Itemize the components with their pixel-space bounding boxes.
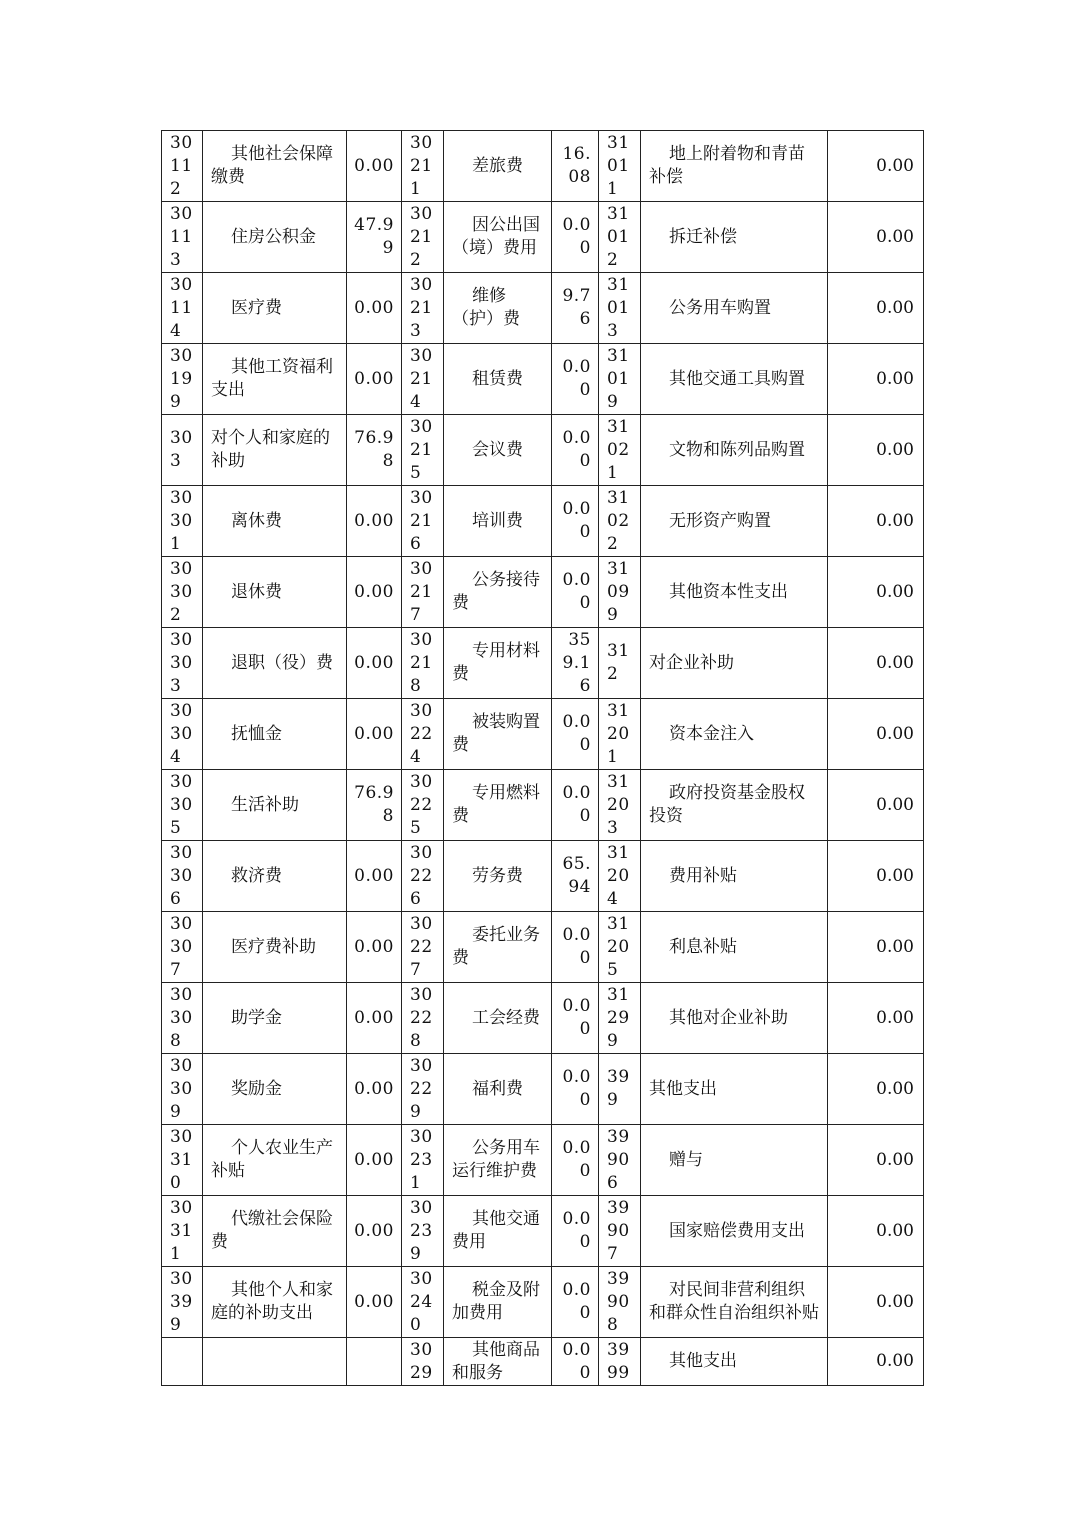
code-cell: 30240 [402,1267,444,1338]
item-name-cell: 其他交通工具购置 [641,344,828,415]
code-cell: 31013 [599,273,641,344]
amount-cell: 0.00 [552,912,599,983]
table-row [162,1338,924,1386]
amount-cell [347,1338,402,1386]
amount-cell: 0.00 [552,1196,599,1267]
table-row [162,273,924,344]
amount-cell: 0.00 [552,983,599,1054]
code-cell: 30224 [402,699,444,770]
code-cell: 30114 [162,273,203,344]
code-cell: 30239 [402,1196,444,1267]
table-row [162,770,924,841]
code-cell: 30216 [402,486,444,557]
amount-cell: 0.00 [828,1338,924,1386]
amount-cell: 0.00 [552,486,599,557]
code-cell: 31205 [599,912,641,983]
item-name-cell: 对个人和家庭的补助 [203,415,347,486]
table-row [162,1267,924,1338]
item-name-cell: 其他对企业补助 [641,983,828,1054]
code-cell: 30199 [162,344,203,415]
code-cell: 31203 [599,770,641,841]
code-cell: 31011 [599,131,641,202]
amount-cell: 0.00 [828,770,924,841]
amount-cell: 0.00 [828,841,924,912]
code-cell: 30399 [162,1267,203,1338]
table-row [162,628,924,699]
amount-cell: 0.00 [347,1125,402,1196]
amount-cell: 0.00 [552,1125,599,1196]
code-cell: 30311 [162,1196,203,1267]
amount-cell: 0.00 [347,557,402,628]
item-name-cell: 其他社会保障缴费 [203,131,347,202]
item-name-cell: 助学金 [203,983,347,1054]
item-name-cell: 地上附着物和青苗补偿 [641,131,828,202]
item-name-cell: 无形资产购置 [641,486,828,557]
table-row [162,131,924,202]
item-name-cell: 抚恤金 [203,699,347,770]
amount-cell: 9.76 [552,273,599,344]
code-cell: 30303 [162,628,203,699]
amount-cell: 0.00 [828,699,924,770]
item-name-cell: 生活补助 [203,770,347,841]
amount-cell: 0.00 [552,415,599,486]
amount-cell: 0.00 [347,628,402,699]
code-cell: 31022 [599,486,641,557]
amount-cell: 359.16 [552,628,599,699]
amount-cell: 76.98 [347,770,402,841]
item-name-cell: 离休费 [203,486,347,557]
table-row [162,202,924,273]
table-row [162,841,924,912]
code-cell: 30229 [402,1054,444,1125]
item-name-cell: 医疗费补助 [203,912,347,983]
amount-cell: 0.00 [828,628,924,699]
amount-cell: 0.00 [552,1267,599,1338]
item-name-cell: 维修（护）费 [444,273,552,344]
amount-cell: 0.00 [552,202,599,273]
code-cell: 31019 [599,344,641,415]
item-name-cell [203,1338,347,1386]
amount-cell: 0.00 [552,1054,599,1125]
amount-cell: 0.00 [552,770,599,841]
item-name-cell: 利息补贴 [641,912,828,983]
item-name-cell: 专用材料费 [444,628,552,699]
item-name-cell: 委托业务费 [444,912,552,983]
item-name-cell: 资本金注入 [641,699,828,770]
amount-cell: 0.00 [828,415,924,486]
item-name-cell: 代缴社会保险费 [203,1196,347,1267]
code-cell: 31201 [599,699,641,770]
item-name-cell: 租赁费 [444,344,552,415]
item-name-cell: 费用补贴 [641,841,828,912]
code-cell: 31204 [599,841,641,912]
code-cell: 30308 [162,983,203,1054]
item-name-cell: 退职（役）费 [203,628,347,699]
item-name-cell: 国家赔偿费用支出 [641,1196,828,1267]
item-name-cell: 劳务费 [444,841,552,912]
item-name-cell: 对企业补助 [641,628,828,699]
item-name-cell: 医疗费 [203,273,347,344]
code-cell [162,1338,203,1386]
item-name-cell: 公务用车购置 [641,273,828,344]
table-row [162,344,924,415]
code-cell: 30231 [402,1125,444,1196]
amount-cell: 0.00 [828,983,924,1054]
amount-cell: 0.00 [828,1196,924,1267]
amount-cell: 0.00 [552,344,599,415]
item-name-cell: 赠与 [641,1125,828,1196]
code-cell: 30305 [162,770,203,841]
code-cell: 30310 [162,1125,203,1196]
code-cell: 31012 [599,202,641,273]
item-name-cell: 税金及附加费用 [444,1267,552,1338]
amount-cell: 0.00 [828,557,924,628]
amount-cell: 0.00 [347,344,402,415]
code-cell: 30306 [162,841,203,912]
amount-cell: 0.00 [347,1267,402,1338]
code-cell: 30212 [402,202,444,273]
item-name-cell: 文物和陈列品购置 [641,415,828,486]
code-cell: 3999 [599,1338,641,1386]
code-cell: 30304 [162,699,203,770]
code-cell: 31299 [599,983,641,1054]
amount-cell: 0.00 [552,1338,599,1386]
item-name-cell: 其他工资福利支出 [203,344,347,415]
table-row [162,912,924,983]
code-cell: 30227 [402,912,444,983]
item-name-cell: 其他交通费用 [444,1196,552,1267]
code-cell: 30309 [162,1054,203,1125]
code-cell: 30112 [162,131,203,202]
item-name-cell: 对民间非营利组织和群众性自治组织补贴 [641,1267,828,1338]
amount-cell: 0.00 [828,273,924,344]
amount-cell: 16.08 [552,131,599,202]
code-cell: 31021 [599,415,641,486]
amount-cell: 76.98 [347,415,402,486]
code-cell: 303 [162,415,203,486]
amount-cell: 0.00 [828,202,924,273]
code-cell: 30215 [402,415,444,486]
amount-cell: 0.00 [347,131,402,202]
item-name-cell: 其他资本性支出 [641,557,828,628]
amount-cell: 0.00 [347,699,402,770]
item-name-cell: 其他个人和家庭的补助支出 [203,1267,347,1338]
code-cell: 30217 [402,557,444,628]
amount-cell: 0.00 [347,912,402,983]
item-name-cell: 专用燃料费 [444,770,552,841]
item-name-cell: 退休费 [203,557,347,628]
code-cell: 30226 [402,841,444,912]
item-name-cell: 住房公积金 [203,202,347,273]
code-cell: 30211 [402,131,444,202]
table-row [162,1125,924,1196]
code-cell: 39906 [599,1125,641,1196]
item-name-cell: 工会经费 [444,983,552,1054]
item-name-cell: 其他支出 [641,1338,828,1386]
item-name-cell: 救济费 [203,841,347,912]
amount-cell: 0.00 [347,1196,402,1267]
code-cell: 30113 [162,202,203,273]
code-cell: 3029 [402,1338,444,1386]
amount-cell: 0.00 [347,486,402,557]
code-cell: 30213 [402,273,444,344]
table-row [162,1196,924,1267]
item-name-cell: 个人农业生产补贴 [203,1125,347,1196]
code-cell: 312 [599,628,641,699]
amount-cell: 0.00 [828,344,924,415]
item-name-cell: 被装购置费 [444,699,552,770]
code-cell: 30307 [162,912,203,983]
item-name-cell: 政府投资基金股权投资 [641,770,828,841]
amount-cell: 0.00 [828,1054,924,1125]
code-cell: 30301 [162,486,203,557]
item-name-cell: 差旅费 [444,131,552,202]
item-name-cell: 因公出国（境）费用 [444,202,552,273]
code-cell: 30225 [402,770,444,841]
amount-cell: 0.00 [828,1267,924,1338]
code-cell: 399 [599,1054,641,1125]
item-name-cell: 公务用车运行维护费 [444,1125,552,1196]
amount-cell: 0.00 [828,912,924,983]
item-name-cell: 培训费 [444,486,552,557]
expenditure-table [161,130,924,1386]
code-cell: 30218 [402,628,444,699]
amount-cell: 0.00 [347,983,402,1054]
amount-cell: 65.94 [552,841,599,912]
code-cell: 39908 [599,1267,641,1338]
table-body [162,131,924,1386]
amount-cell: 0.00 [347,273,402,344]
table-row [162,486,924,557]
amount-cell: 0.00 [828,1125,924,1196]
amount-cell: 0.00 [552,557,599,628]
item-name-cell: 奖励金 [203,1054,347,1125]
code-cell: 30302 [162,557,203,628]
table-row [162,415,924,486]
item-name-cell: 拆迁补偿 [641,202,828,273]
item-name-cell: 其他商品和服务 [444,1338,552,1386]
amount-cell: 0.00 [828,486,924,557]
table-row [162,983,924,1054]
table-row [162,1054,924,1125]
code-cell: 39907 [599,1196,641,1267]
code-cell: 30228 [402,983,444,1054]
item-name-cell: 福利费 [444,1054,552,1125]
table-row [162,557,924,628]
table-row [162,699,924,770]
amount-cell: 47.99 [347,202,402,273]
item-name-cell: 会议费 [444,415,552,486]
amount-cell: 0.00 [347,841,402,912]
item-name-cell: 其他支出 [641,1054,828,1125]
code-cell: 31099 [599,557,641,628]
item-name-cell: 公务接待费 [444,557,552,628]
amount-cell: 0.00 [828,131,924,202]
code-cell: 30214 [402,344,444,415]
amount-cell: 0.00 [552,699,599,770]
amount-cell: 0.00 [347,1054,402,1125]
